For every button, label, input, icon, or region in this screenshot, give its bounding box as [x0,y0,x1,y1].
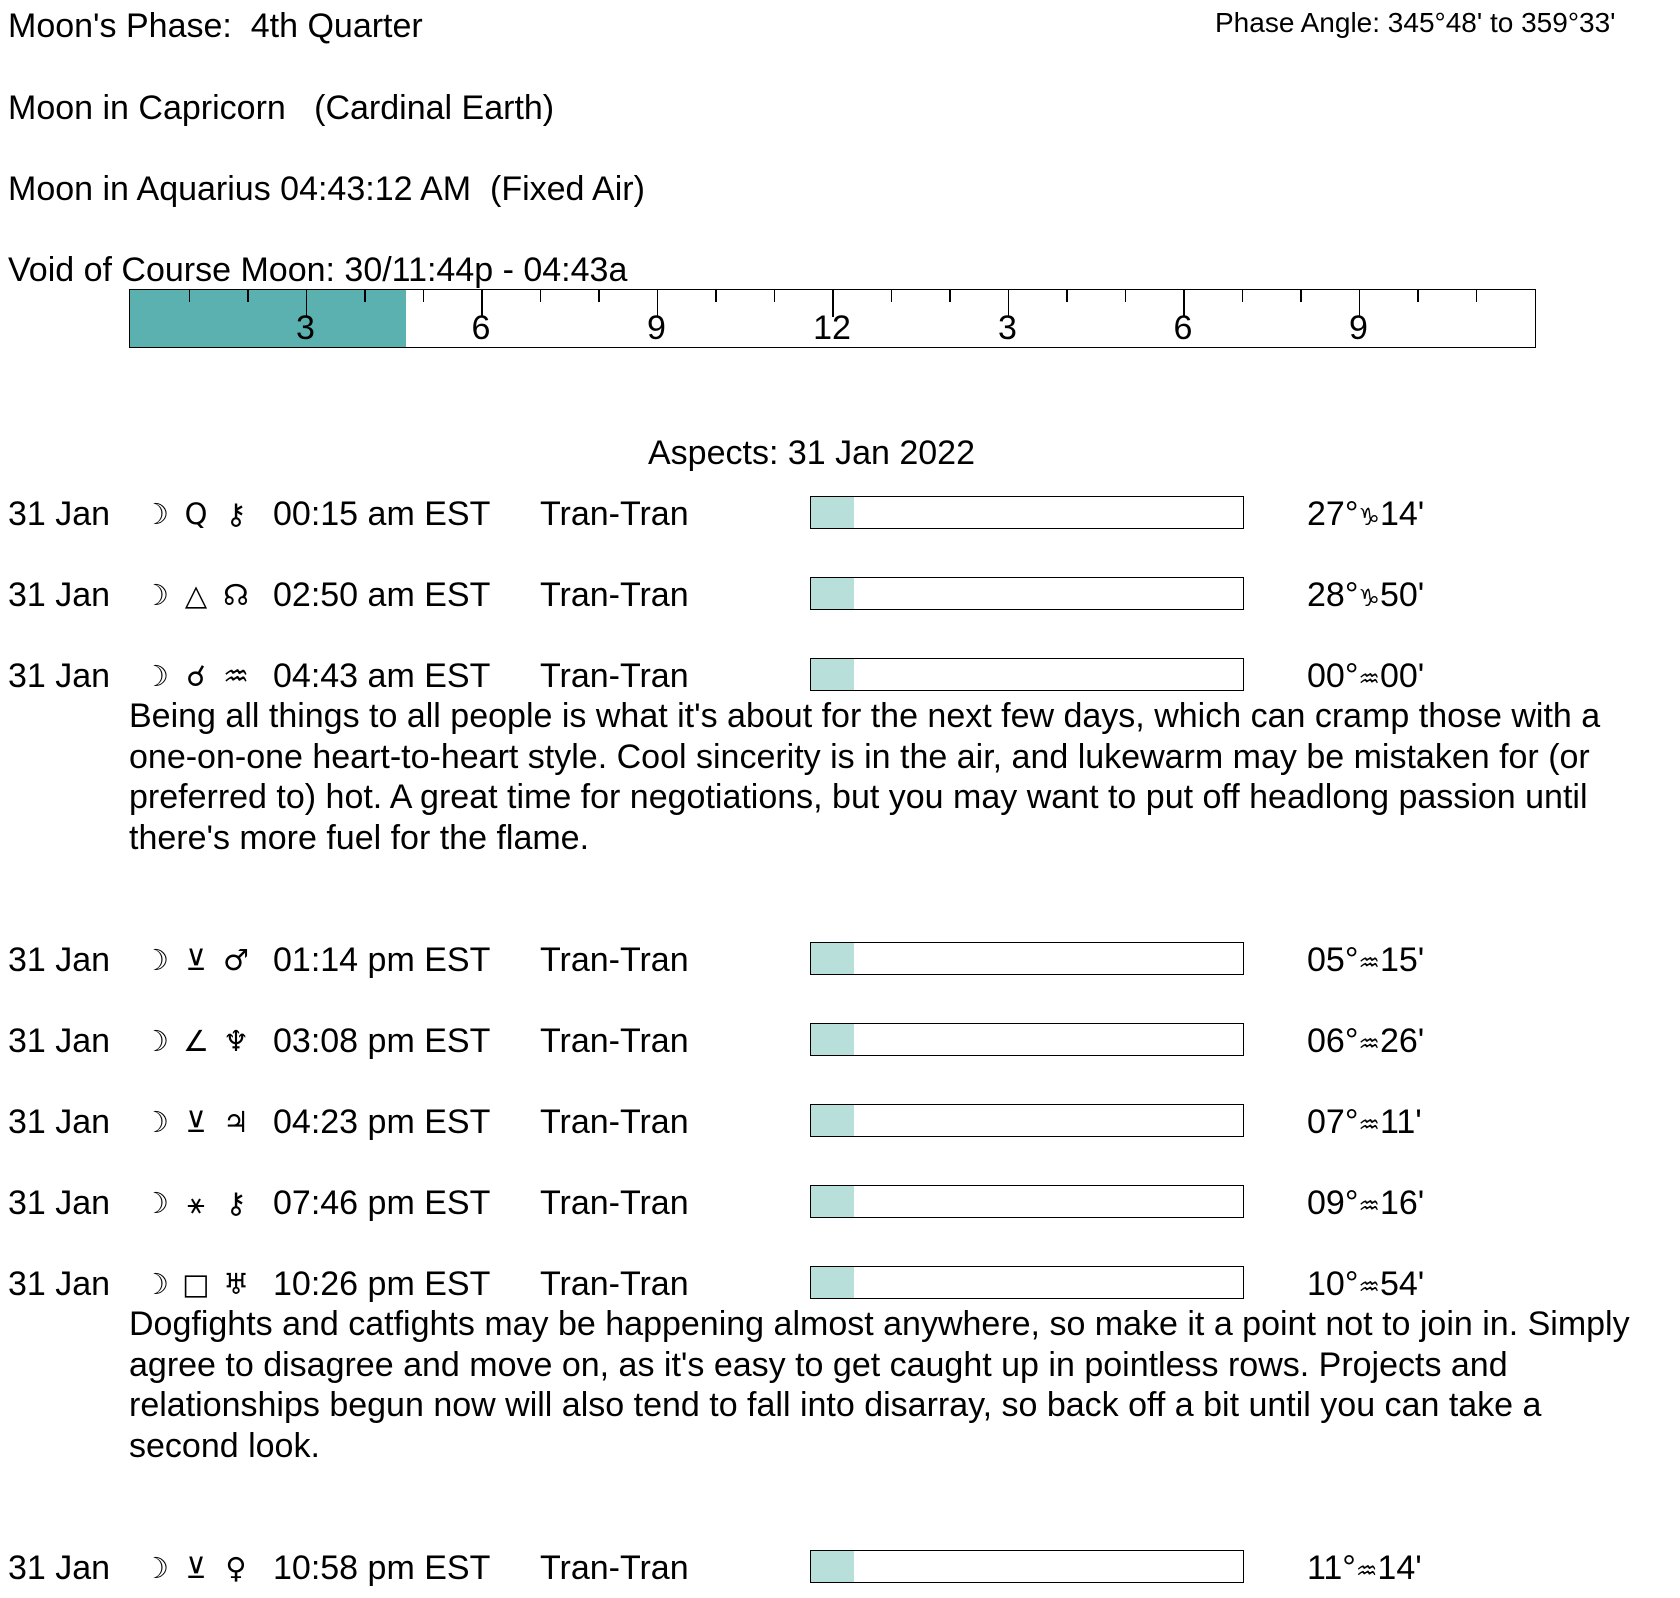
aspect-row [0,494,1680,544]
planet-icon: ⚷ [225,497,247,531]
aspect-type: Tran-Tran [540,1184,689,1222]
aspect-strength-fill [811,659,854,690]
planet-icon: ♒ [223,659,249,693]
void-of-course: Void of Course Moon: 30/11:44p - 04:43a [8,251,628,289]
aspect-time: 04:43 am EST [273,657,491,695]
aspect-type: Tran-Tran [540,657,689,695]
aspect-position [1307,1264,1424,1307]
timeline-tick [949,290,951,302]
timeline-tick [1242,290,1244,302]
moon-ingress-mode: (Fixed Air) [490,170,645,208]
aspect-type: Tran-Tran [540,1103,689,1141]
timeline-tick [247,290,249,302]
aspect-strength-fill [811,943,854,974]
zodiac-sign-icon: ♒ [1358,949,1380,977]
timeline-hour-label: 9 [647,309,666,347]
timeline-tick [364,290,366,302]
position-minutes: 14' [1377,1549,1422,1587]
void-of-course-timeline [129,289,1536,348]
aspect-type: Tran-Tran [540,576,689,614]
aspect-position [1307,940,1424,983]
aspect-type: Tran-Tran [540,1022,689,1060]
zodiac-sign-icon: ♒ [1355,1557,1378,1585]
position-degrees: 09° [1307,1184,1359,1222]
moon-sign-mode: (Cardinal Earth) [314,89,555,127]
aspect-description: Dogfights and catfights may be happening almost anywhere, so make it a point not to join in. Simply agree to disagree and move on, as it's easy to get caught up in pointless rows. Projects and relationships begun now will also tend to fall into disarray, so back off a bit until you can take a second look. [129,1305,1630,1465]
moon-icon: ☽ [143,1551,169,1585]
aspect-icon: □ [182,1267,210,1301]
aspect-type: Tran-Tran [540,941,689,979]
zodiac-sign-icon: ♒ [1358,1192,1380,1220]
zodiac-sign-icon: ♒ [1358,1273,1380,1301]
moon-icon: ☽ [143,1186,169,1220]
timeline-tick [540,290,542,302]
aspect-position [1307,656,1424,699]
zodiac-sign-icon: ♑ [1358,584,1380,612]
position-degrees: 07° [1307,1103,1359,1141]
moon-phase-value: 4th Quarter [250,7,423,45]
aspect-position [1307,1548,1422,1591]
position-minutes: 50' [1379,576,1425,614]
aspect-date: 31 Jan [8,657,111,695]
aspect-time: 01:14 pm EST [273,941,491,979]
aspect-date: 31 Jan [8,1265,111,1303]
planet-icon: ☊ [223,578,249,612]
position-minutes: 14' [1379,495,1425,533]
timeline-hour-label: 3 [998,309,1017,347]
aspect-strength-fill [811,1186,854,1217]
aspect-date: 31 Jan [8,1103,111,1141]
timeline-tick [715,290,717,302]
moon-ingress: Moon in Aquarius 04:43:12 AM [8,170,472,208]
moon-icon: ☽ [143,659,169,693]
aspect-row [0,575,1680,625]
timeline-hour-label: 6 [1173,309,1193,347]
timeline-tick [1125,290,1127,302]
aspect-strength-fill [811,1105,854,1136]
aspect-strength-bar [810,1104,1244,1137]
aspect-row [0,940,1680,990]
planet-icon: ♆ [223,1024,249,1058]
timeline-tick [423,290,425,302]
aspect-icon: Q [184,497,208,531]
planet-icon: ♃ [223,1105,249,1139]
aspect-position [1307,494,1424,537]
position-minutes: 54' [1379,1265,1425,1303]
planet-icon: ♂ [223,943,249,977]
zodiac-sign-icon: ♑ [1358,503,1380,531]
aspect-row [0,1102,1680,1152]
moon-ingress-line [8,169,645,209]
moon-icon: ☽ [143,578,169,612]
aspect-icon: ⊻ [185,1551,207,1585]
position-minutes: 11' [1379,1103,1422,1141]
aspect-position [1307,1102,1422,1145]
aspect-time: 10:58 pm EST [273,1549,491,1587]
aspect-strength-bar [810,1185,1244,1218]
aspect-strength-bar [810,577,1244,610]
timeline-tick [1476,290,1478,302]
aspect-strength-bar [810,658,1244,691]
timeline-hour-label: 3 [296,309,315,347]
aspect-icon: ☌ [186,659,206,693]
aspect-date: 31 Jan [8,941,111,979]
position-minutes: 15' [1379,941,1425,979]
moon-phase-label: Moon's Phase: [8,7,232,45]
aspect-strength-bar [810,1266,1244,1299]
aspect-strength-fill [811,497,854,528]
moon-icon: ☽ [143,1267,169,1301]
timeline-tick [774,290,776,302]
position-degrees: 28° [1307,576,1359,614]
position-minutes: 16' [1379,1184,1425,1222]
planet-icon: ⚷ [225,1186,247,1220]
timeline-tick [1300,290,1302,302]
aspect-row [0,1183,1680,1233]
timeline-tick [891,290,893,302]
aspect-description: Being all things to all people is what it's about for the next few days, which can cramp those with a one-on-one heart-to-heart style. Cool sincerity is in the air, and lukewarm may be mistaken for (or preferred to) hot. A great time for negotiations, but you may want to put off headlong passion until there's more fuel for the flame. [129,697,1601,857]
position-minutes: 26' [1379,1022,1425,1060]
aspect-icon: △ [184,578,208,612]
aspect-icon: ⚹ [187,1186,205,1220]
moon-icon: ☽ [143,1024,169,1058]
aspects-title: Aspects: 31 Jan 2022 [648,434,976,472]
position-degrees: 11° [1307,1549,1356,1587]
aspect-type: Tran-Tran [540,495,689,533]
aspect-strength-fill [811,578,854,609]
phase-angle: Phase Angle: 345°48' to 359°33' [1215,7,1616,38]
moon-sign-line [8,88,554,128]
aspect-strength-bar [810,942,1244,975]
aspect-strength-fill [811,1024,854,1055]
moon-icon: ☽ [143,1105,169,1139]
moon-sign: Moon in Capricorn [8,89,286,127]
aspect-date: 31 Jan [8,1022,111,1060]
aspect-position [1307,575,1424,618]
aspect-icon: ⊻ [185,1105,207,1139]
aspect-row [0,1021,1680,1071]
aspect-strength-bar [810,1550,1244,1583]
timeline-tick [189,290,191,302]
aspect-icon: ∠ [183,1024,209,1058]
planet-icon: ♅ [223,1267,249,1301]
position-degrees: 06° [1307,1022,1359,1060]
moon-phase-line [8,6,423,46]
aspect-date: 31 Jan [8,495,111,533]
aspect-position [1307,1021,1424,1064]
aspect-position [1307,1183,1424,1226]
aspect-strength-fill [811,1267,854,1298]
position-degrees: 10° [1307,1265,1359,1303]
aspect-time: 07:46 pm EST [273,1184,491,1222]
timeline-hour-label: 9 [1349,309,1368,347]
timeline-hour-label: 6 [471,309,491,347]
position-minutes: 00' [1379,657,1425,695]
timeline-hour-label: 12 [813,309,851,347]
aspect-type: Tran-Tran [540,1549,689,1587]
aspect-strength-bar [810,496,1244,529]
aspect-time: 04:23 pm EST [273,1103,491,1141]
position-degrees: 05° [1307,941,1359,979]
zodiac-sign-icon: ♒ [1358,665,1380,693]
moon-icon: ☽ [143,497,169,531]
planet-icon: ♀ [225,1551,247,1585]
aspect-type: Tran-Tran [540,1265,689,1303]
zodiac-sign-icon: ♒ [1358,1030,1380,1058]
aspect-date: 31 Jan [8,1549,111,1587]
aspect-icon: ⊻ [185,943,207,977]
timeline-tick [1417,290,1419,302]
aspect-time: 00:15 am EST [273,495,491,533]
timeline-tick [1066,290,1068,302]
moon-icon: ☽ [143,943,169,977]
aspect-strength-fill [811,1551,854,1582]
timeline-tick [598,290,600,302]
position-degrees: 00° [1307,657,1359,695]
aspect-row [0,1548,1680,1598]
aspect-date: 31 Jan [8,576,111,614]
aspect-time: 10:26 pm EST [273,1265,491,1303]
aspect-time: 02:50 am EST [273,576,491,614]
aspect-time: 03:08 pm EST [273,1022,491,1060]
aspect-date: 31 Jan [8,1184,111,1222]
zodiac-sign-icon: ♒ [1358,1111,1380,1139]
aspect-strength-bar [810,1023,1244,1056]
position-degrees: 27° [1307,495,1359,533]
